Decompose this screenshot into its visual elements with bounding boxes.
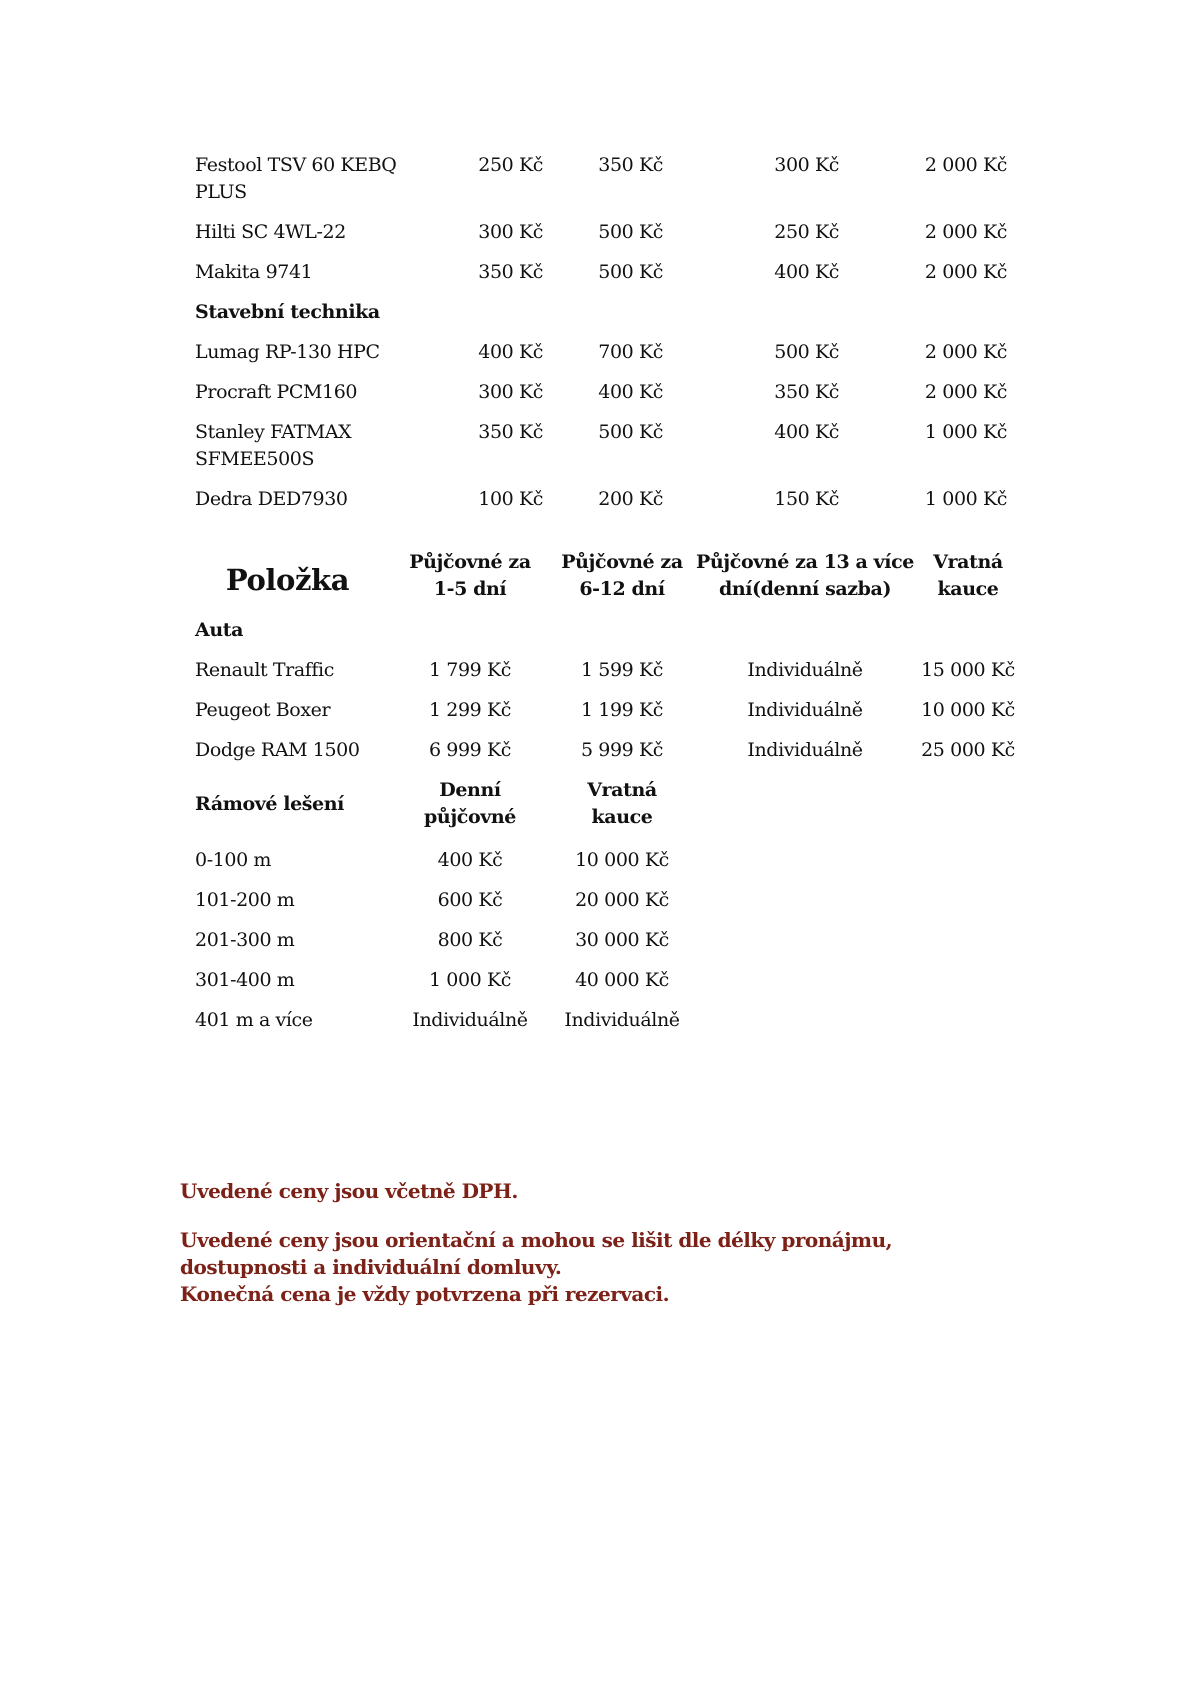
deposit: 2 000 Kč (924, 341, 1007, 363)
header-price-1-5-line1: Půjčovné za (409, 551, 531, 573)
price-6-12: 700 Kč (598, 341, 663, 363)
item-name: Renault Traffic (195, 659, 334, 681)
deposit: 2 000 Kč (924, 154, 1007, 176)
deposit: 2 000 Kč (924, 261, 1007, 283)
header-daily-line2: půjčovné (424, 806, 516, 828)
price-1-5: 300 Kč (478, 221, 543, 243)
price-13plus: Individuálně (747, 739, 863, 761)
item-name: Dedra DED7930 (195, 488, 348, 510)
deposit: 10 000 Kč (921, 699, 1015, 721)
price-6-12: 200 Kč (598, 488, 663, 510)
daily-price: 800 Kč (437, 929, 503, 951)
deposit: 10 000 Kč (575, 849, 669, 871)
deposit: 30 000 Kč (575, 929, 669, 951)
price-1-5: 300 Kč (478, 381, 543, 403)
deposit: 20 000 Kč (575, 889, 669, 911)
price-6-12: 1 599 Kč (580, 659, 664, 681)
daily-price: 400 Kč (437, 849, 503, 871)
price-13plus: 350 Kč (774, 381, 839, 403)
deposit: 15 000 Kč (921, 659, 1015, 681)
price-6-12: 500 Kč (598, 261, 663, 283)
deposit: 2 000 Kč (924, 221, 1007, 243)
price-6-12: 400 Kč (598, 381, 663, 403)
item-name: Hilti SC 4WL-22 (195, 221, 346, 243)
header-daily-line1: Denní (439, 779, 501, 801)
header-price-6-12-line1: Půjčovné za (561, 551, 683, 573)
disclaimer-line-2: dostupnosti a individuální domluvy. (180, 1255, 562, 1279)
header-deposit-line1: Vratná (587, 779, 657, 801)
range: 0-100 m (195, 849, 272, 871)
range: 201-300 m (195, 929, 295, 951)
deposit: 1 000 Kč (924, 488, 1007, 510)
header-item: Rámové lešení (195, 793, 344, 815)
header-deposit-line2: kauce (591, 806, 653, 828)
header-price-13plus-line2: dní(denní sazba) (718, 578, 892, 600)
price-1-5: 1 299 Kč (428, 699, 512, 721)
range: 101-200 m (195, 889, 295, 911)
deposit: 40 000 Kč (575, 969, 669, 991)
header-deposit-line1: Vratná (933, 551, 1003, 573)
deposit: 25 000 Kč (921, 739, 1015, 761)
price-13plus: 250 Kč (774, 221, 839, 243)
price-13plus: 500 Kč (774, 341, 839, 363)
price-6-12: 500 Kč (598, 421, 663, 443)
header-price-1-5-line2: 1-5 dní (433, 578, 507, 600)
daily-price: 1 000 Kč (428, 969, 512, 991)
item-name: Procraft PCM160 (195, 381, 358, 403)
price-6-12: 5 999 Kč (580, 739, 664, 761)
price-1-5: 100 Kč (478, 488, 543, 510)
item-name-cont: SFMEE500S (195, 448, 315, 470)
section-heading: Stavební technika (195, 301, 380, 323)
header-price-13plus-line1: Půjčovné za 13 a více (696, 551, 914, 573)
price-1-5: 400 Kč (478, 341, 543, 363)
item-name: Lumag RP-130 HPC (195, 341, 380, 363)
deposit: 2 000 Kč (924, 381, 1007, 403)
range: 401 m a více (195, 1009, 313, 1031)
price-6-12: 350 Kč (598, 154, 663, 176)
price-13plus: 300 Kč (774, 154, 839, 176)
price-13plus: Individuálně (747, 699, 863, 721)
range: 301-400 m (195, 969, 295, 991)
item-name-cont: PLUS (195, 181, 247, 203)
deposit: 1 000 Kč (924, 421, 1007, 443)
vat-note: Uvedené ceny jsou včetně DPH. (180, 1179, 518, 1203)
header-deposit-line2: kauce (937, 578, 999, 600)
price-6-12: 500 Kč (598, 221, 663, 243)
price-1-5: 6 999 Kč (428, 739, 512, 761)
price-1-5: 350 Kč (478, 421, 543, 443)
price-6-12: 1 199 Kč (580, 699, 664, 721)
item-name: Makita 9741 (195, 261, 313, 283)
price-1-5: 1 799 Kč (428, 659, 512, 681)
item-name: Festool TSV 60 KEBQ (195, 154, 397, 176)
price-13plus: Individuálně (747, 659, 863, 681)
item-name: Dodge RAM 1500 (195, 739, 360, 761)
price-1-5: 350 Kč (478, 261, 543, 283)
item-name: Peugeot Boxer (195, 699, 331, 721)
disclaimer-line-3: Konečná cena je vždy potvrzena při rezervaci. (180, 1282, 670, 1306)
disclaimer-line-1: Uvedené ceny jsou orientační a mohou se lišit dle délky pronájmu, (180, 1228, 893, 1252)
daily-price: 600 Kč (437, 889, 503, 911)
item-name: Stanley FATMAX (195, 421, 352, 443)
deposit: Individuálně (564, 1009, 680, 1031)
header-item: Položka (225, 563, 350, 597)
price-13plus: 150 Kč (774, 488, 839, 510)
section-heading: Auta (195, 619, 244, 641)
daily-price: Individuálně (412, 1009, 528, 1031)
price-1-5: 250 Kč (478, 154, 543, 176)
price-13plus: 400 Kč (774, 261, 839, 283)
price-13plus: 400 Kč (774, 421, 839, 443)
header-price-6-12-line2: 6-12 dní (579, 578, 665, 600)
